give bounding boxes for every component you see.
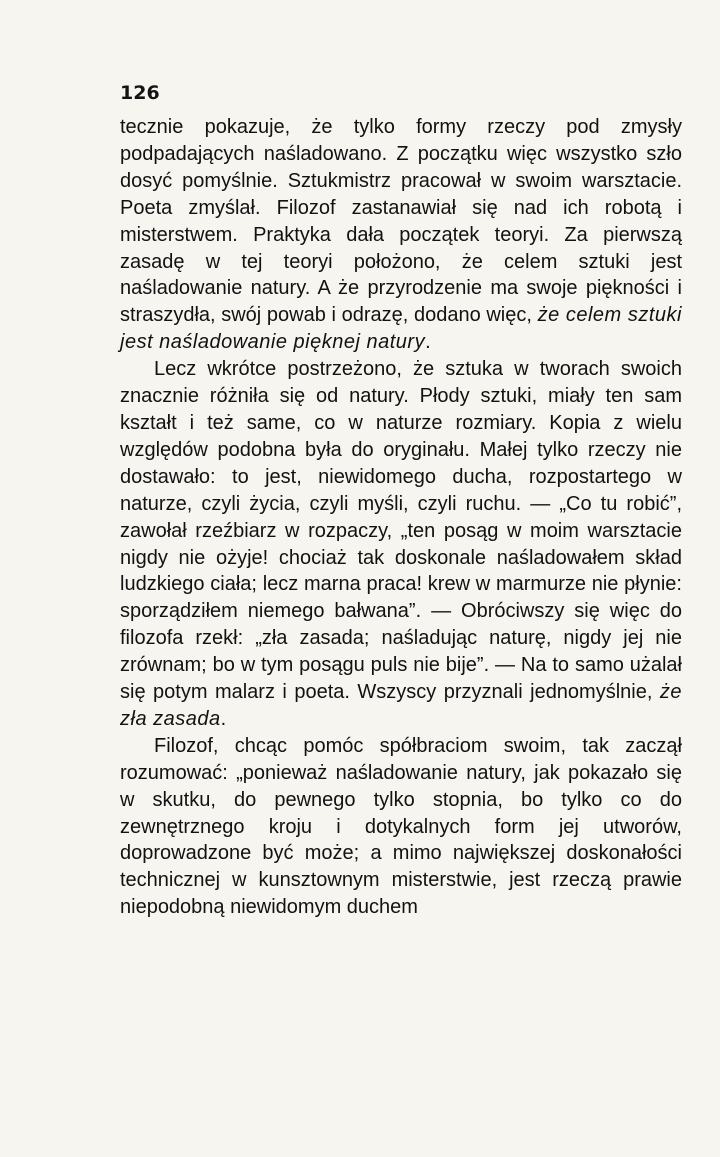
paragraph-2-end: .	[220, 707, 227, 730]
paragraph-2-text: Lecz wkrótce postrzeżono, że sztuka w tworach swoich znacznie różniła się od natury. Płody sztuki, miały ten sam kształt i też same, co w naturze rozmiary. Kopia z wielu względów podobna była do oryginału. Małej tylko rzeczy nie dostawało: to jest, niewidomego ducha, rozpostartego w naturze, czyli życia, czyli myśli, czyli ruchu. — „Co tu robić”, zawołał rzeźbiarz w rozpaczy, „ten posąg w moim warsztacie nigdy nie ożyje! chociaż tak doskonale naśladowałem skład ludzkiego ciała; lecz marna praca! krew w marmurze nie płynie: sporządziłem niemego bałwana”. — Obróciwszy się więc do filozofa rzekł: „zła zasada; naśladując naturę, nigdy jej nie zrównam; bo w tym posągu puls nie bije”. — Na to samo użalał się potym malarz i poeta. Wszyscy przyznali jednomyślnie,	[120, 358, 682, 704]
body-text	[120, 114, 682, 921]
paragraph-1-end: .	[425, 331, 431, 354]
paragraph-2-emphasis: że zła zasada	[120, 681, 682, 730]
paragraph-1-text: tecznie pokazuje, że tylko formy rzeczy pod zmysły podpadających naśladowano. Z początku więc wszystko szło dosyć pomyślnie. Sztukmistrz pracował w swoim warsztacie. Poeta zmyślał. Filozof zastanawiał się nad ich robotą i misterstwem. Praktyka dała początek teoryi. Za pierwszą zasadę w tej teoryi położono, że celem sztuki jest naśladowanie natury. A że przyrodzenie ma swoje piękności i straszydła, swój powab i odrazę, dodano więc,	[120, 116, 682, 327]
paragraph-1	[120, 114, 682, 356]
page-number: 126	[120, 82, 160, 104]
paragraph-3	[120, 733, 682, 921]
paragraph-3-text: Filozof, chcąc pomóc spółbraciom swoim, tak zaczął rozumować: „ponieważ naśladowanie natury, jak pokazało się w skutku, do pewnego tylko stopnia, bo tylko co do zewnętrznego kroju i dotykalnych form jej utworów, doprowadzone być może; a mimo największej doskonałości technicznej w kunsztownym misterstwie, jest rzeczą prawie niepodobną niewidomym duchem	[120, 734, 682, 919]
paragraph-2	[120, 356, 682, 733]
paragraph-1-emphasis: że celem sztuki jest naśladowanie pięknej natury	[120, 304, 682, 354]
